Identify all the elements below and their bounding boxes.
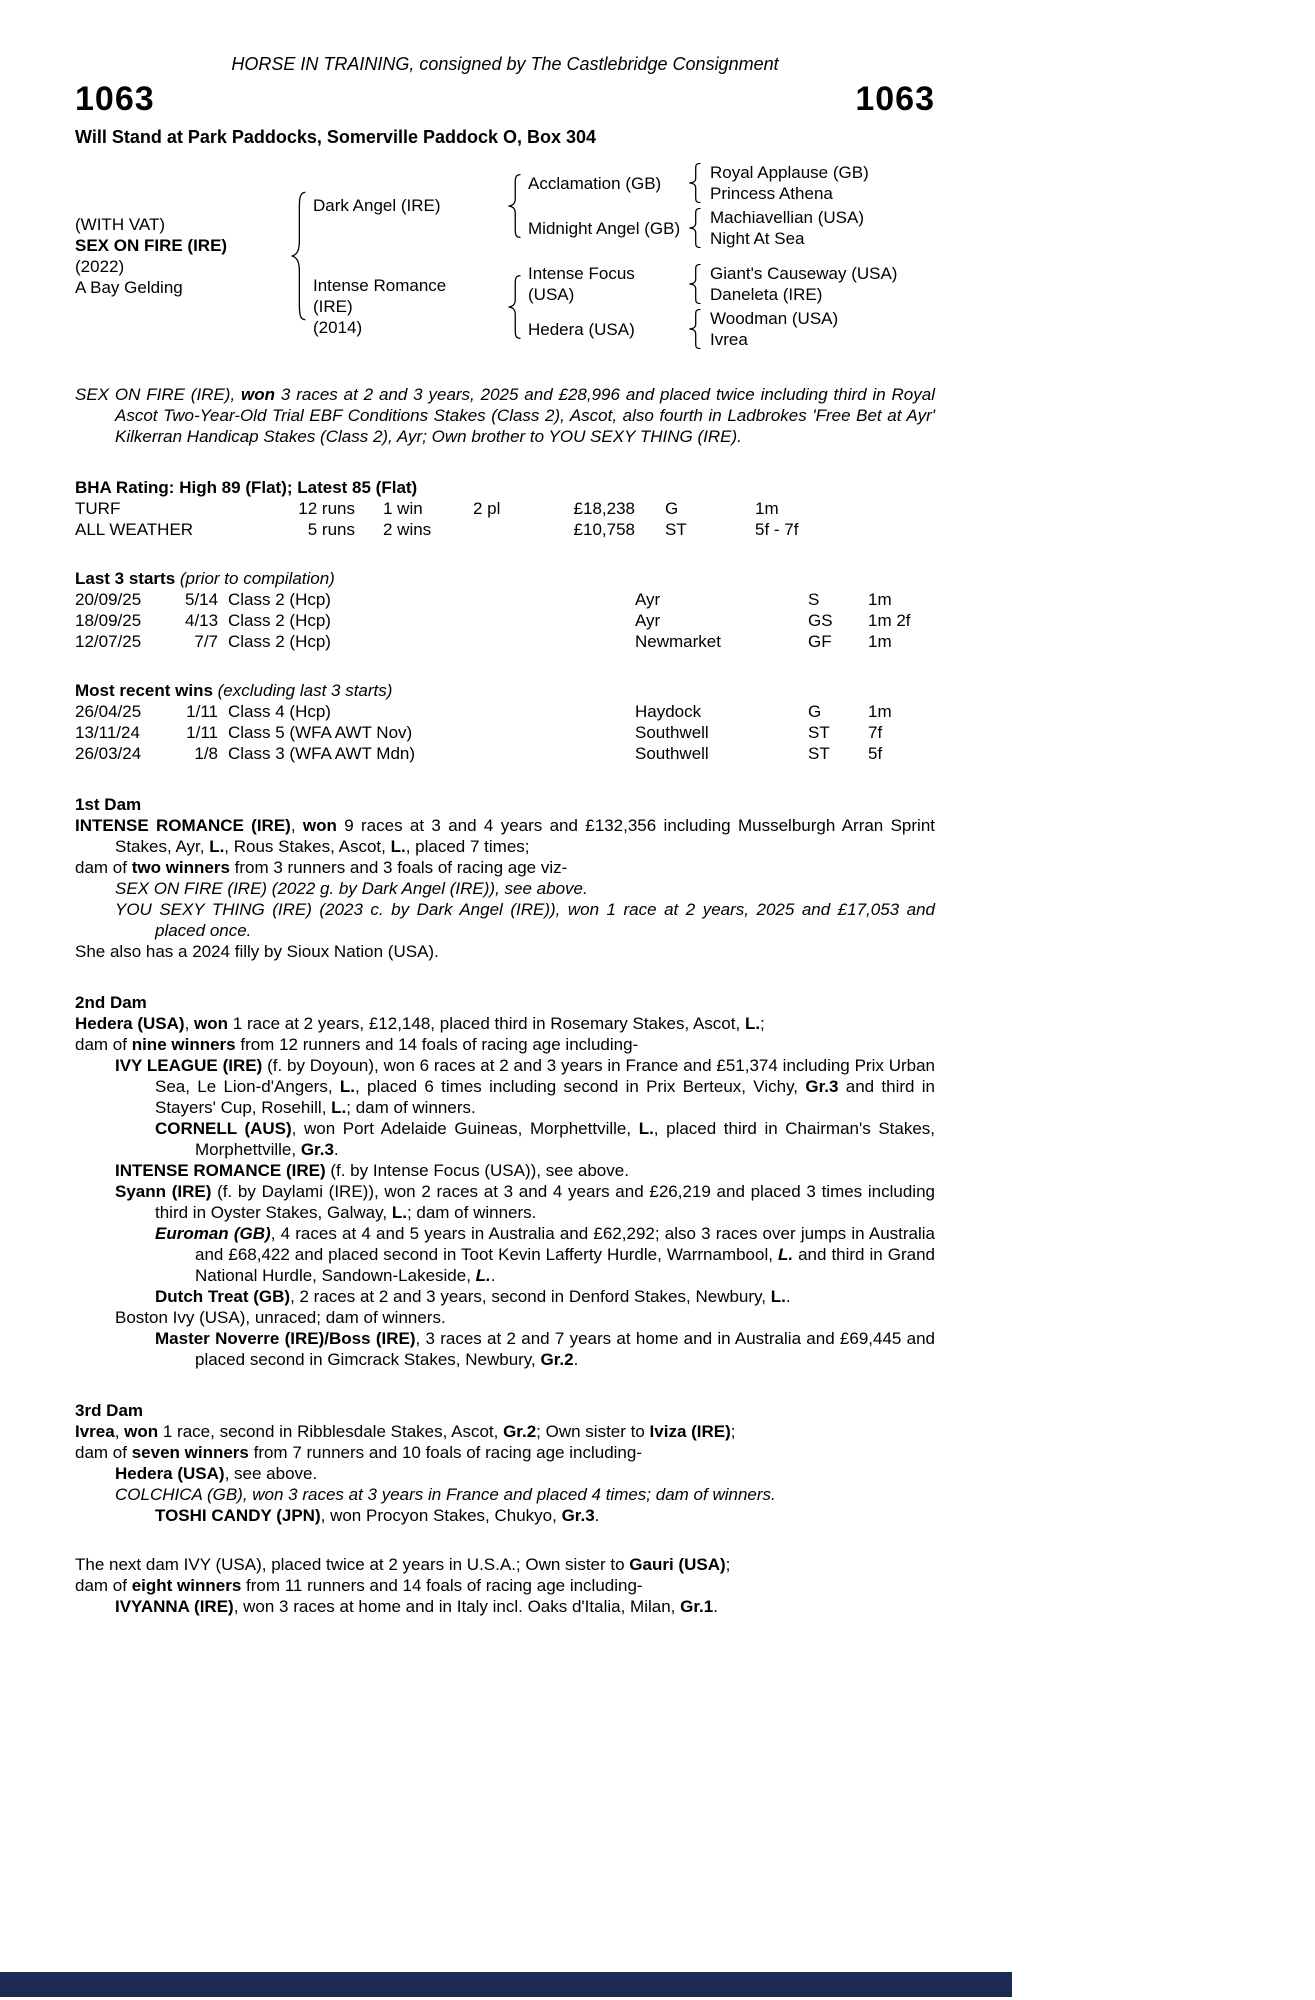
last3-heading: Last 3 starts (prior to compilation) [75, 569, 335, 588]
record-runs: 5 runs [307, 520, 355, 539]
record-earnings: £10,758 [573, 520, 635, 539]
start-position: 1/8 [194, 744, 218, 763]
start-distance: 1m 2f [868, 611, 911, 630]
bha-rating: BHA Rating: High 89 (Flat); Latest 85 (Flat) [75, 478, 418, 497]
progeny-entry: SEX ON FIRE (IRE) (2022 g. by Dark Angel (IRE)), see above. [115, 879, 588, 898]
record-wins: 2 wins [383, 520, 432, 539]
start-row [75, 589, 935, 610]
sire-sire-parents [702, 162, 935, 204]
start-going: S [808, 590, 820, 609]
dam-sire-name: Intense Focus (USA) [528, 264, 635, 304]
ancestor-name: Machiavellian (USA) [710, 208, 864, 227]
start-date: 12/07/25 [75, 632, 142, 651]
dam3-heading: 3rd Dam [75, 1401, 144, 1420]
record-places: 2 pl [473, 499, 501, 518]
start-distance: 1m [868, 632, 892, 651]
dam2-produce-line: dam of nine winners from 12 runners and 14 foals of racing age including- [75, 1035, 639, 1054]
sire-branch [307, 162, 935, 249]
progeny-entry: COLCHICA (GB), won 3 races at 3 years in France and placed 4 times; dam of winners. [115, 1485, 776, 1504]
start-class: Class 5 (WFA AWT Nov) [228, 723, 413, 742]
dam-branch [307, 263, 935, 350]
record-distance: 1m [755, 499, 779, 518]
progeny-entry: Boston Ivy (USA), unraced; dam of winners. [115, 1308, 446, 1327]
lot-number-row [75, 81, 935, 117]
start-going: GS [808, 611, 833, 630]
pedigree-generation-1 [307, 162, 935, 350]
next-dam-produce-line: dam of eight winners from 11 runners and 14 foals of racing age including- [75, 1576, 643, 1595]
record-places [473, 519, 530, 540]
pedigree-subject [75, 214, 290, 298]
footer-bar [0, 1972, 1012, 1997]
pedigree-brace-icon [688, 163, 702, 203]
stand-location: Will Stand at Park Paddocks, Somerville Paddock O, Box 304 [75, 127, 597, 147]
pedigree-brace-icon [507, 174, 522, 238]
start-position: 1/11 [186, 702, 218, 721]
ancestor-name: Royal Applause (GB) [710, 163, 869, 182]
start-date: 13/11/24 [75, 723, 140, 742]
start-venue: Ayr [635, 611, 661, 630]
recent-wins-heading: Most recent wins (excluding last 3 starts) [75, 681, 393, 700]
sire-sire-name: Acclamation (GB) [528, 173, 662, 193]
win-row [75, 743, 935, 764]
dam-name: Intense Romance (IRE) (2014) [313, 276, 447, 337]
dam1-record: INTENSE ROMANCE (IRE), won 9 races at 3 and 4 years and £132,356 including Musselburgh Arran Sprint Stakes, Ayr, L., Rous Stakes, Ascot, L., placed 7 times; [75, 816, 936, 856]
progeny-entry: IVYANNA (IRE), won 3 races at home and in Italy incl. Oaks d'Italia, Milan, Gr.1. [115, 1597, 718, 1616]
dam-dam-name: Hedera (USA) [528, 319, 635, 339]
progeny-entry: Dutch Treat (GB), 2 races at 2 and 3 years, second in Denford Stakes, Newbury, L.. [155, 1287, 791, 1306]
horse-name: SEX ON FIRE (IRE) [75, 236, 228, 255]
start-position: 7/7 [194, 632, 218, 651]
dam1-produce-line: dam of two winners from 3 runners and 3 foals of racing age viz- [75, 858, 568, 877]
record-going: G [665, 499, 679, 518]
pedigree-table [75, 162, 935, 350]
start-going: ST [808, 723, 830, 742]
ancestor-name: Night At Sea [710, 229, 805, 248]
horse-description: A Bay Gelding [75, 278, 183, 297]
start-date: 18/09/25 [75, 611, 142, 630]
record-distance: 5f - 7f [755, 520, 799, 539]
start-distance: 7f [868, 723, 883, 742]
record-row [75, 498, 935, 519]
record-earnings: £18,238 [573, 499, 635, 518]
progeny-entry: Hedera (USA), see above. [115, 1464, 318, 1483]
start-venue: Southwell [635, 723, 709, 742]
win-row [75, 722, 935, 743]
pedigree-brace-icon [290, 191, 307, 321]
pedigree-brace-icon [507, 275, 522, 339]
progeny-entry: CORNELL (AUS), won Port Adelaide Guineas, Morphettville, L., placed third in Chairman's Stakes, Morphettville, Gr.3. [155, 1119, 936, 1159]
record-wins: 1 win [383, 499, 423, 518]
foal-year: (2022) [75, 257, 125, 276]
ancestor-name: Woodman (USA) [710, 309, 839, 328]
sire-sire-branch [522, 162, 935, 204]
dam2-heading: 2nd Dam [75, 993, 147, 1012]
start-date: 26/04/25 [75, 702, 142, 721]
start-date: 20/09/25 [75, 590, 142, 609]
ancestor-name: Giant's Causeway (USA) [710, 264, 898, 283]
pedigree-brace-icon [688, 264, 702, 304]
start-position: 4/13 [185, 611, 219, 630]
record-row [75, 519, 935, 540]
dam3-record: Ivrea, won 1 race, second in Ribblesdale Stakes, Ascot, Gr.2; Own sister to Iviza (IRE); [75, 1422, 736, 1441]
ancestor-name: Daneleta (IRE) [710, 285, 823, 304]
start-class: Class 3 (WFA AWT Mdn) [228, 744, 416, 763]
start-class: Class 4 (Hcp) [228, 702, 331, 721]
win-row [75, 701, 935, 722]
record-going: ST [665, 520, 687, 539]
sire-dam-parents [702, 207, 935, 249]
record-surface: ALL WEATHER [75, 520, 194, 539]
start-date: 26/03/24 [75, 744, 142, 763]
race-summary: SEX ON FIRE (IRE), won 3 races at 2 and 3 years, 2025 and £28,996 and placed twice including third in Royal Ascot Two-Year-Old Trial EBF Conditions Stakes (Class 2), Ascot, also fourth in Ladbrokes 'Free Bet at Ayr' Kilkerran Handicap Stakes (Class 2), Ayr; Own brother to YOU SEXY THING (IRE). [75, 385, 935, 446]
dam1-heading: 1st Dam [75, 795, 142, 814]
start-class: Class 2 (Hcp) [228, 590, 331, 609]
dam-dam-branch [522, 308, 935, 350]
progeny-entry: Master Noverre (IRE)/Boss (IRE), 3 races at 2 and 7 years at home and in Australia and £69,445 and placed second in Gimcrack Stakes, Newbury, Gr.2. [155, 1329, 936, 1369]
sire-parents [522, 162, 935, 249]
lot-number-left: 1063 [75, 80, 155, 118]
sire-dam-name: Midnight Angel (GB) [528, 218, 681, 238]
sire-name: Dark Angel (IRE) [313, 196, 441, 215]
start-going: ST [808, 744, 830, 763]
progeny-entry: YOU SEXY THING (IRE) (2023 c. by Dark Angel (IRE)), won 1 race at 2 years, 2025 and £17,053 and placed once. [115, 900, 935, 940]
start-position: 5/14 [185, 590, 219, 609]
start-distance: 1m [868, 590, 892, 609]
progeny-entry: IVY LEAGUE (IRE) (f. by Doyoun), won 6 races at 2 and 3 years in France and £51,374 including Prix Urban Sea, Le Lion-d'Angers, L., placed 6 times including second in Prix Berteux, Vichy, Gr.3 and third in Stayers' Cup, Rosehill, L.; dam of winners. [115, 1056, 936, 1117]
dam-sire-parents [702, 263, 935, 305]
lot-number-right: 1063 [855, 80, 935, 118]
ancestor-name: Ivrea [710, 330, 748, 349]
progeny-entry: Syann (IRE) (f. by Daylami (IRE)), won 2 races at 3 and 4 years and £26,219 and placed 3 times including third in Oyster Stakes, Galway, L.; dam of winners. [115, 1182, 935, 1222]
dam1-note: She also has a 2024 filly by Sioux Nation (USA). [75, 942, 439, 961]
start-row [75, 631, 935, 652]
progeny-entry: INTENSE ROMANCE (IRE) (f. by Intense Focus (USA)), see above. [115, 1161, 629, 1180]
start-class: Class 2 (Hcp) [228, 632, 331, 651]
record-runs: 12 runs [298, 499, 355, 518]
pedigree-brace-icon [688, 208, 702, 248]
start-going: GF [808, 632, 832, 651]
start-position: 1/11 [186, 723, 218, 742]
dam-parents [522, 263, 935, 350]
start-venue: Newmarket [635, 632, 721, 651]
start-row [75, 610, 935, 631]
start-going: G [808, 702, 822, 721]
next-dam-record: The next dam IVY (USA), placed twice at 2 years in U.S.A.; Own sister to Gauri (USA); [75, 1555, 731, 1574]
dam3-produce-line: dam of seven winners from 7 runners and 10 foals of racing age including- [75, 1443, 642, 1462]
start-distance: 5f [868, 744, 883, 763]
catalogue-page [75, 0, 935, 1617]
progeny-entry: Euroman (GB), 4 races at 4 and 5 years in Australia and £62,292; also 3 races over jumps in Australia and £68,422 and placed second in Toot Kevin Lafferty Hurdle, Warrnambool, L. and third in Grand National Hurdle, Sandown-Lakeside, L.. [155, 1224, 935, 1285]
pedigree-brace-icon [688, 309, 702, 349]
ancestor-name: Princess Athena [710, 184, 833, 203]
vat-note: (WITH VAT) [75, 215, 166, 234]
progeny-entry: TOSHI CANDY (JPN), won Procyon Stakes, Chukyo, Gr.3. [155, 1506, 600, 1525]
record-surface: TURF [75, 499, 121, 518]
start-distance: 1m [868, 702, 892, 721]
dam2-record: Hedera (USA), won 1 race at 2 years, £12,148, placed third in Rosemary Stakes, Ascot, L.; [75, 1014, 765, 1033]
consignment-header: HORSE IN TRAINING, consigned by The Castlebridge Consignment [231, 54, 779, 74]
sire-dam-branch [522, 207, 935, 249]
dam-sire-branch [522, 263, 935, 305]
start-venue: Ayr [635, 590, 661, 609]
start-venue: Haydock [635, 702, 702, 721]
dam-dam-parents [702, 308, 935, 350]
start-class: Class 2 (Hcp) [228, 611, 331, 630]
start-venue: Southwell [635, 744, 709, 763]
